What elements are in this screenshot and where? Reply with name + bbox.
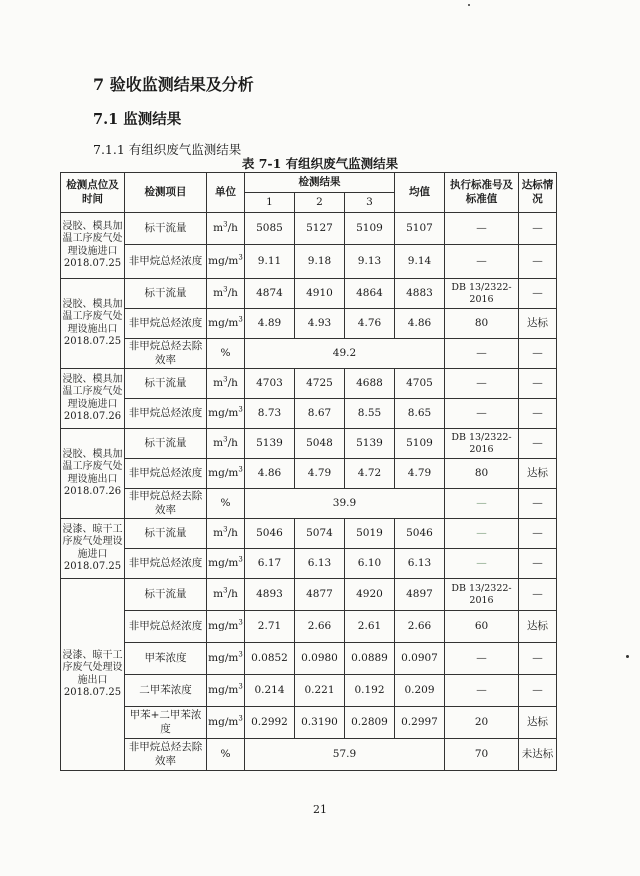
item-cell: 标干流量 [125,519,207,549]
efficiency-cell: 57.9 [245,739,445,771]
standard-cell: 60 [445,611,519,643]
mean-cell: 4705 [395,369,445,399]
standard-cell: — [445,399,519,429]
standard-cell: — [445,519,519,549]
location-cell: 浸漆、晾干工序废气处理设施出口 2018.07.25 [61,579,125,771]
unit-cell: $mg/m^3$ [207,611,245,643]
value-cell: 5074 [295,519,345,549]
unit-cell: $m^3/h$ [207,369,245,399]
value-cell: 4725 [295,369,345,399]
item-cell: 标干流量 [125,369,207,399]
compliance-cell: — [519,579,557,611]
value-cell: 9.11 [245,245,295,279]
table-row [61,707,557,739]
compliance-cell: — [519,549,557,579]
value-cell: 0.192 [345,675,395,707]
item-cell: 标干流量 [125,579,207,611]
mean-cell: 9.14 [395,245,445,279]
table-row [61,429,557,459]
location-cell: 浸胶、模具加温工序废气处理设施进口 2018.07.25 [61,213,125,279]
compliance-cell: — [519,643,557,675]
compliance-cell: — [519,399,557,429]
compliance-cell: — [519,279,557,309]
value-cell: 2.71 [245,611,295,643]
standard-cell: DB 13/2322-2016 [445,579,519,611]
unit-cell: $mg/m^3$ [207,245,245,279]
table-row [61,549,557,579]
item-cell: 非甲烷总烃浓度 [125,309,207,339]
table-row [61,459,557,489]
value-cell: 0.221 [295,675,345,707]
value-cell: 5019 [345,519,395,549]
compliance-cell: 达标 [519,309,557,339]
unit-cell: $m^3/h$ [207,279,245,309]
standard-cell: — [445,369,519,399]
value-cell: 5139 [345,429,395,459]
standard-cell: — [445,489,519,519]
compliance-cell: 达标 [519,611,557,643]
value-cell: 4703 [245,369,295,399]
mean-cell: 4897 [395,579,445,611]
value-cell: 4920 [345,579,395,611]
value-cell: 4.86 [245,459,295,489]
table-row [61,213,557,245]
value-cell: 0.2992 [245,707,295,739]
location-cell: 浸漆、晾干工序废气处理设施进口 2018.07.25 [61,519,125,579]
mean-cell: 0.0907 [395,643,445,675]
compliance-cell: 未达标 [519,739,557,771]
unit-cell: $mg/m^3$ [207,309,245,339]
item-cell: 二甲苯浓度 [125,675,207,707]
unit-cell: $mg/m^3$ [207,399,245,429]
mean-cell: 0.209 [395,675,445,707]
value-cell: 4.76 [345,309,395,339]
table-row [61,675,557,707]
value-cell: 4910 [295,279,345,309]
table-row [61,369,557,399]
value-cell: 4.72 [345,459,395,489]
value-cell: 6.10 [345,549,395,579]
value-cell: 4877 [295,579,345,611]
compliance-cell: 达标 [519,707,557,739]
standard-cell: 80 [445,459,519,489]
unit-cell: $mg/m^3$ [207,459,245,489]
subsection-title: 7.1.1 有组织废气监测结果 [93,142,242,157]
standard-cell: — [445,549,519,579]
value-cell: 6.17 [245,549,295,579]
header-run-3: 3 [345,193,395,213]
standard-cell: — [445,339,519,369]
value-cell: 5085 [245,213,295,245]
table-row [61,611,557,643]
standard-cell: — [445,643,519,675]
value-cell: 0.0980 [295,643,345,675]
value-cell: 0.0852 [245,643,295,675]
compliance-cell: — [519,489,557,519]
standard-cell: — [445,675,519,707]
item-cell: 非甲烷总烃浓度 [125,611,207,643]
item-cell: 非甲烷总烃去除效率 [125,339,207,369]
header-run-2: 2 [295,193,345,213]
unit-cell: % [207,339,245,369]
value-cell: 5048 [295,429,345,459]
table-row [61,643,557,675]
unit-cell: $mg/m^3$ [207,549,245,579]
efficiency-cell: 49.2 [245,339,445,369]
item-cell: 非甲烷总烃浓度 [125,399,207,429]
table-row [61,309,557,339]
mean-cell: 6.13 [395,549,445,579]
table-row [61,739,557,771]
value-cell: 8.73 [245,399,295,429]
table-row [61,245,557,279]
mean-cell: 2.66 [395,611,445,643]
value-cell: 0.0889 [345,643,395,675]
emission-monitoring-table [60,172,557,771]
standard-cell: — [445,245,519,279]
value-cell: 5046 [245,519,295,549]
value-cell: 6.13 [295,549,345,579]
value-cell: 0.2809 [345,707,395,739]
table-row [61,519,557,549]
standard-cell: — [445,213,519,245]
header-item: 检测项目 [125,173,207,213]
value-cell: 5109 [345,213,395,245]
header-location: 检测点位及时间 [61,173,125,213]
item-cell: 非甲烷总烃去除效率 [125,489,207,519]
value-cell: 2.61 [345,611,395,643]
mean-cell: 5107 [395,213,445,245]
compliance-cell: — [519,519,557,549]
location-cell: 浸胶、模具加温工序废气处理设施出口 2018.07.25 [61,279,125,369]
unit-cell: $m^3/h$ [207,213,245,245]
item-cell: 标干流量 [125,213,207,245]
mean-cell: 4883 [395,279,445,309]
value-cell: 8.55 [345,399,395,429]
item-cell: 甲苯浓度 [125,643,207,675]
value-cell: 4.93 [295,309,345,339]
table-row [61,339,557,369]
value-cell: 8.67 [295,399,345,429]
mean-cell: 8.65 [395,399,445,429]
value-cell: 2.66 [295,611,345,643]
scan-speck [626,655,629,658]
header-unit: 单位 [207,173,245,213]
item-cell: 非甲烷总烃去除效率 [125,739,207,771]
value-cell: 9.13 [345,245,395,279]
unit-cell: $m^3/h$ [207,579,245,611]
value-cell: 9.18 [295,245,345,279]
chapter-title: 7 验收监测结果及分析 [93,75,254,94]
unit-cell: $mg/m^3$ [207,643,245,675]
value-cell: 4.89 [245,309,295,339]
location-cell: 浸胶、模具加温工序废气处理设施出口 2018.07.26 [61,429,125,519]
compliance-cell: — [519,675,557,707]
value-cell: 4893 [245,579,295,611]
mean-cell: 0.2997 [395,707,445,739]
table-row [61,399,557,429]
header-standard: 执行标准号及标准值 [445,173,519,213]
page-number: 21 [313,803,327,816]
header-mean: 均值 [395,173,445,213]
value-cell: 5127 [295,213,345,245]
value-cell: 4688 [345,369,395,399]
section-title: 7.1 监测结果 [93,111,182,128]
table-row [61,279,557,309]
value-cell: 4.79 [295,459,345,489]
mean-cell: 5046 [395,519,445,549]
unit-cell: $mg/m^3$ [207,675,245,707]
item-cell: 甲苯+二甲苯浓度 [125,707,207,739]
value-cell: 5139 [245,429,295,459]
item-cell: 标干流量 [125,429,207,459]
table-caption: 表 7-1 有组织废气监测结果 [241,156,399,171]
mean-cell: 5109 [395,429,445,459]
efficiency-cell: 39.9 [245,489,445,519]
item-cell: 非甲烷总烃浓度 [125,459,207,489]
unit-cell: $m^3/h$ [207,429,245,459]
standard-cell: 20 [445,707,519,739]
item-cell: 标干流量 [125,279,207,309]
header-compliance: 达标情况 [519,173,557,213]
value-cell: 0.214 [245,675,295,707]
scan-speck [468,4,470,6]
value-cell: 0.3190 [295,707,345,739]
table-row [61,489,557,519]
item-cell: 非甲烷总烃浓度 [125,245,207,279]
table-row [61,579,557,611]
unit-cell: $m^3/h$ [207,519,245,549]
compliance-cell: — [519,369,557,399]
value-cell: 4874 [245,279,295,309]
compliance-cell: 达标 [519,459,557,489]
header-run-1: 1 [245,193,295,213]
compliance-cell: — [519,213,557,245]
unit-cell: % [207,489,245,519]
item-cell: 非甲烷总烃浓度 [125,549,207,579]
compliance-cell: — [519,245,557,279]
mean-cell: 4.86 [395,309,445,339]
standard-cell: DB 13/2322-2016 [445,279,519,309]
compliance-cell: — [519,339,557,369]
location-cell: 浸胶、模具加温工序废气处理设施进口 2018.07.26 [61,369,125,429]
value-cell: 4864 [345,279,395,309]
standard-cell: DB 13/2322-2016 [445,429,519,459]
standard-cell: 80 [445,309,519,339]
unit-cell: $mg/m^3$ [207,707,245,739]
compliance-cell: — [519,429,557,459]
unit-cell: % [207,739,245,771]
standard-cell: 70 [445,739,519,771]
mean-cell: 4.79 [395,459,445,489]
header-results: 检测结果 [245,173,395,193]
